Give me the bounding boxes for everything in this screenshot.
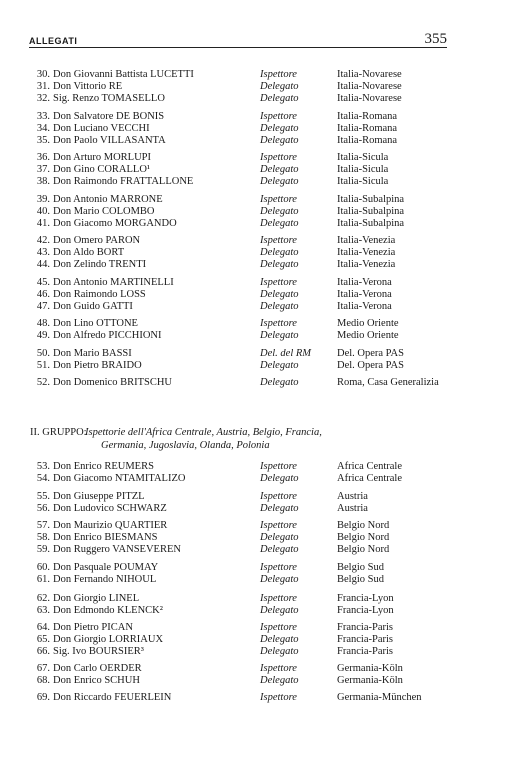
- person-role: Delegato: [260, 544, 299, 555]
- province-name: Del. Opera PAS: [337, 348, 404, 359]
- entry-number: 61.: [36, 574, 50, 585]
- person-name: Don Luciano VECCHI: [53, 123, 150, 134]
- person-name: Don Giovanni Battista LUCETTI: [53, 69, 194, 80]
- entry-number: 37.: [36, 164, 50, 175]
- entry-number: 43.: [36, 247, 50, 258]
- province-name: Italia-Novarese: [337, 81, 402, 92]
- entry-number: 41.: [36, 218, 50, 229]
- entry-number: 55.: [36, 491, 50, 502]
- person-role: Ispettore: [260, 152, 297, 163]
- person-name: Don Alfredo PICCHIONI: [53, 330, 162, 341]
- province-name: Germania-Köln: [337, 663, 403, 674]
- province-name: Belgio Sud: [337, 574, 384, 585]
- person-role: Delegato: [260, 301, 299, 312]
- person-role: Ispettore: [260, 69, 297, 80]
- person-name: Don Aldo BORT: [53, 247, 125, 258]
- person-role: Delegato: [260, 605, 299, 616]
- person-role: Delegato: [260, 206, 299, 217]
- person-name: Don Enrico SCHUH: [53, 675, 140, 686]
- entry-number: 64.: [36, 622, 50, 633]
- province-name: Francia-Paris: [337, 622, 393, 633]
- province-name: Medio Oriente: [337, 330, 399, 341]
- province-name: Italia-Novarese: [337, 69, 402, 80]
- entry-number: 51.: [36, 360, 50, 371]
- page-number: 355: [424, 31, 447, 47]
- person-name: Don Zelindo TRENTI: [53, 259, 147, 270]
- province-name: Francia-Paris: [337, 646, 393, 657]
- person-name: Don Omero PARON: [53, 235, 141, 246]
- entry-number: 60.: [36, 562, 50, 573]
- person-name: Don Lino OTTONE: [53, 318, 138, 329]
- person-role: Delegato: [260, 574, 299, 585]
- person-role: Delegato: [260, 377, 299, 388]
- province-name: Italia-Subalpina: [337, 218, 405, 229]
- entry-number: 67.: [36, 663, 50, 674]
- entry-number: 62.: [36, 593, 50, 604]
- person-name: Don Giacomo NTAMITALIZO: [53, 473, 186, 484]
- person-role: Delegato: [260, 634, 299, 645]
- person-role: Ispettore: [260, 692, 297, 703]
- province-name: Italia-Romana: [337, 135, 398, 146]
- entry-number: 56.: [36, 503, 50, 514]
- entry-number: 68.: [36, 675, 50, 686]
- province-name: Francia-Paris: [337, 634, 393, 645]
- person-role: Delegato: [260, 289, 299, 300]
- province-name: Belgio Nord: [337, 544, 390, 555]
- person-name: Sig. Renzo TOMASELLO: [53, 93, 165, 104]
- person-role: Delegato: [260, 360, 299, 371]
- person-role: Delegato: [260, 675, 299, 686]
- entry-number: 42.: [36, 235, 50, 246]
- person-name: Don Giorgio LORRIAUX: [53, 634, 164, 645]
- person-role: Ispettore: [260, 562, 297, 573]
- person-name: Don Ruggero VANSEVEREN: [53, 544, 181, 555]
- province-name: Italia-Sicula: [337, 176, 389, 187]
- entry-number: 44.: [36, 259, 50, 270]
- person-role: Ispettore: [260, 111, 297, 122]
- person-name: Don Salvatore DE BONIS: [53, 111, 165, 122]
- person-name: Don Pasquale POUMAY: [53, 562, 159, 573]
- province-name: Italia-Novarese: [337, 93, 402, 104]
- province-name: Italia-Venezia: [337, 235, 396, 246]
- entry-number: 35.: [36, 135, 50, 146]
- person-role: Delegato: [260, 93, 299, 104]
- running-header: [29, 30, 447, 46]
- province-name: Austria: [337, 503, 368, 514]
- entry-number: 49.: [36, 330, 50, 341]
- entry-number: 34.: [36, 123, 50, 134]
- province-name: Belgio Nord: [337, 520, 390, 531]
- entry-number: 54.: [36, 473, 50, 484]
- province-name: Francia-Lyon: [337, 593, 394, 604]
- person-name: Sig. Ivo BOURSIER³: [53, 646, 144, 657]
- person-role: Delegato: [260, 259, 299, 270]
- person-role: Ispettore: [260, 520, 297, 531]
- person-role: Delegato: [260, 473, 299, 484]
- province-name: Francia-Lyon: [337, 605, 394, 616]
- person-name: Don Carlo OERDER: [53, 663, 142, 674]
- province-name: Italia-Verona: [337, 289, 392, 300]
- person-name: Don Maurizio QUARTIER: [53, 520, 168, 531]
- person-name: Don Enrico REUMERS: [53, 461, 154, 472]
- entry-number: 39.: [36, 194, 50, 205]
- person-name: Don Arturo MORLUPI: [53, 152, 152, 163]
- person-role: Delegato: [260, 646, 299, 657]
- person-name: Don Ludovico SCHWARZ: [53, 503, 167, 514]
- entry-number: 31.: [36, 81, 50, 92]
- person-name: Don Antonio MARRONE: [53, 194, 163, 205]
- entry-number: 57.: [36, 520, 50, 531]
- person-role: Delegato: [260, 123, 299, 134]
- group-description-line-1: Ispettorie dell'Africa Centrale, Austria, Belgio, Francia,: [85, 427, 322, 438]
- person-name: Don Giorgio LINEL: [53, 593, 140, 604]
- person-role: Ispettore: [260, 235, 297, 246]
- province-name: Germania-Köln: [337, 675, 403, 686]
- province-name: Africa Centrale: [337, 473, 403, 484]
- entry-number: 65.: [36, 634, 50, 645]
- entry-number: 58.: [36, 532, 50, 543]
- person-role: Ispettore: [260, 194, 297, 205]
- entry-number: 63.: [36, 605, 50, 616]
- person-name: Don Domenico BRITSCHU: [53, 377, 172, 388]
- province-name: Italia-Sicula: [337, 152, 389, 163]
- entry-number: 33.: [36, 111, 50, 122]
- person-role: Delegato: [260, 532, 299, 543]
- person-name: Don Paolo VILLASANTA: [53, 135, 166, 146]
- person-name: Don Raimondo LOSS: [53, 289, 146, 300]
- province-name: Africa Centrale: [337, 461, 403, 472]
- province-name: Belgio Nord: [337, 532, 390, 543]
- entry-number: 59.: [36, 544, 50, 555]
- person-role: Ispettore: [260, 277, 297, 288]
- person-role: Del. del RM: [260, 348, 312, 359]
- person-name: Don Giacomo MORGANDO: [53, 218, 177, 229]
- person-name: Don Fernando NIHOUL: [53, 574, 157, 585]
- province-name: Italia-Verona: [337, 277, 392, 288]
- entry-number: 48.: [36, 318, 50, 329]
- person-name: Don Pietro BRAIDO: [53, 360, 142, 371]
- person-role: Ispettore: [260, 491, 297, 502]
- section-title: ALLEGATI: [29, 36, 78, 46]
- province-name: Italia-Romana: [337, 123, 398, 134]
- person-name: Don Antonio MARTINELLI: [53, 277, 174, 288]
- person-role: Delegato: [260, 135, 299, 146]
- person-name: Don Raimondo FRATTALLONE: [53, 176, 194, 187]
- entry-number: 50.: [36, 348, 50, 359]
- province-name: Austria: [337, 491, 368, 502]
- province-name: Roma, Casa Generalizia: [337, 377, 439, 388]
- person-name: Don Vittorio RE: [53, 81, 123, 92]
- person-name: Don Enrico BIESMANS: [53, 532, 158, 543]
- person-name: Don Riccardo FEUERLEIN: [53, 692, 172, 703]
- group-label: II. GRUPPO:: [30, 427, 87, 438]
- person-role: Ispettore: [260, 318, 297, 329]
- header-rule: [29, 47, 447, 48]
- entry-number: 30.: [36, 69, 50, 80]
- province-name: Italia-Romana: [337, 111, 398, 122]
- person-name: Don Gino CORALLO¹: [53, 164, 151, 175]
- province-name: Belgio Sud: [337, 562, 384, 573]
- entry-number: 66.: [36, 646, 50, 657]
- province-name: Italia-Sicula: [337, 164, 389, 175]
- province-name: Italia-Verona: [337, 301, 392, 312]
- person-role: Ispettore: [260, 461, 297, 472]
- person-role: Delegato: [260, 330, 299, 341]
- person-role: Ispettore: [260, 663, 297, 674]
- person-role: Delegato: [260, 81, 299, 92]
- entry-number: 52.: [36, 377, 50, 388]
- entry-number: 53.: [36, 461, 50, 472]
- entry-number: 32.: [36, 93, 50, 104]
- province-name: Germania-München: [337, 692, 422, 703]
- entry-number: 45.: [36, 277, 50, 288]
- group-description-line-2: Germania, Jugoslavia, Olanda, Polonia: [101, 440, 270, 451]
- province-name: Medio Oriente: [337, 318, 399, 329]
- entry-number: 69.: [36, 692, 50, 703]
- person-name: Don Pietro PICAN: [53, 622, 133, 633]
- entry-number: 38.: [36, 176, 50, 187]
- entry-number: 40.: [36, 206, 50, 217]
- province-name: Del. Opera PAS: [337, 360, 404, 371]
- person-role: Delegato: [260, 247, 299, 258]
- entry-number: 46.: [36, 289, 50, 300]
- person-role: Delegato: [260, 218, 299, 229]
- person-name: Don Giuseppe PITZL: [53, 491, 145, 502]
- person-role: Ispettore: [260, 622, 297, 633]
- person-role: Delegato: [260, 503, 299, 514]
- person-name: Don Mario COLOMBO: [53, 206, 155, 217]
- province-name: Italia-Subalpina: [337, 194, 405, 205]
- province-name: Italia-Subalpina: [337, 206, 405, 217]
- entry-number: 36.: [36, 152, 50, 163]
- province-name: Italia-Venezia: [337, 259, 396, 270]
- person-role: Ispettore: [260, 593, 297, 604]
- person-name: Don Mario BASSI: [53, 348, 132, 359]
- person-name: Don Guido GATTI: [53, 301, 133, 312]
- entry-number: 47.: [36, 301, 50, 312]
- person-name: Don Edmondo KLENCK²: [53, 605, 163, 616]
- province-name: Italia-Venezia: [337, 247, 396, 258]
- person-role: Delegato: [260, 176, 299, 187]
- person-role: Delegato: [260, 164, 299, 175]
